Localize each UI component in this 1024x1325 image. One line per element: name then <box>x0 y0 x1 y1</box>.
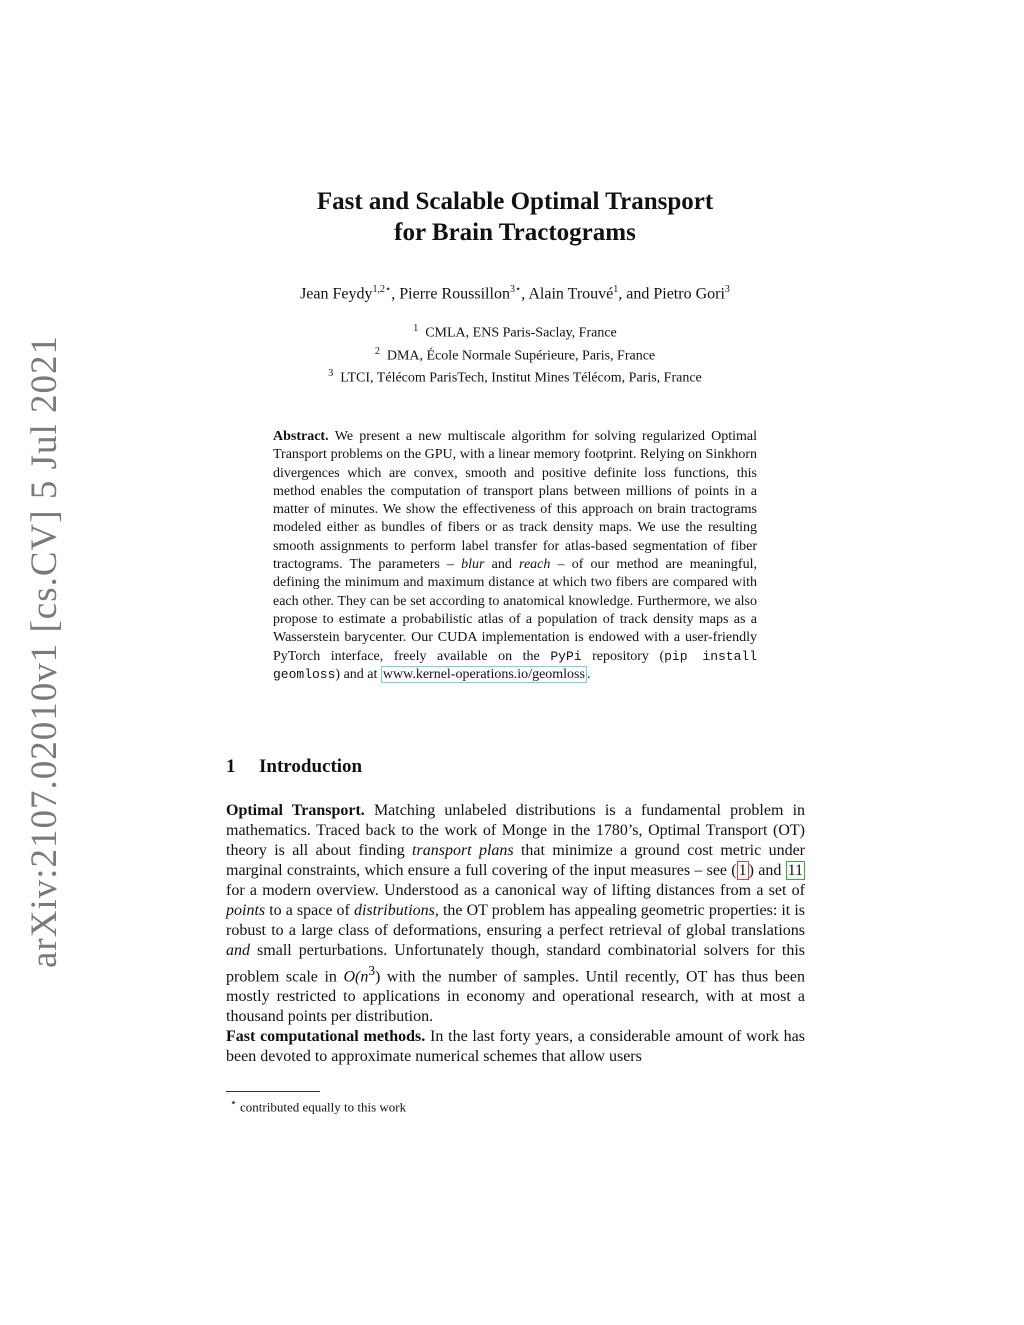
affiliation <box>220 343 810 366</box>
paragraph-text: to a space of <box>265 902 354 919</box>
affiliation <box>220 320 810 343</box>
math-expression: O(n <box>343 968 369 986</box>
author-name: Alain Trouvé <box>528 285 614 303</box>
footnote-text: contributed equally to this work <box>236 1099 407 1115</box>
arxiv-identifier: arXiv:2107.02010v1 [cs.CV] 5 Jul 2021 <box>24 334 66 968</box>
paragraph-text: that minimize a ground cost metric under marginal constraints, which ensure a full covering of the input measures – see ( <box>226 842 805 879</box>
section-number: 1 <box>226 756 236 777</box>
abstract-label: Abstract. <box>273 429 329 444</box>
author-affil-mark: 1,2⋆ <box>372 284 392 295</box>
arxiv-sidebar <box>20 334 70 968</box>
abstract-text: ) and at <box>335 666 381 682</box>
author-separator: , and <box>618 285 654 303</box>
footnote-rule <box>226 1091 320 1092</box>
title-line-2: for Brain Tractograms <box>394 219 636 246</box>
paragraph-text: with the number of samples. Until recently, OT has thus been mostly restricted to applications in economy and operational research, with at most a thousand points per distribution. <box>226 968 806 1026</box>
affiliation-number: 1 <box>413 323 419 334</box>
paper-title <box>220 186 810 248</box>
paragraph-text: Matching unlabeled distributions is a fundamental problem in mathematics. Traced back to the work of Monge in the 1780’s, Optimal Transport (OT) theory is all about finding <box>226 802 806 859</box>
paragraph-text: ) and <box>748 862 786 879</box>
section-heading <box>226 756 362 778</box>
emphasis: transport plans <box>412 842 514 859</box>
abstract <box>273 428 757 684</box>
emphasis: and <box>226 942 250 959</box>
body-text <box>226 801 805 1067</box>
paragraph-text: , the OT problem has appealing geometric properties: it is robust to a large class of deformations, ensuring a perfect retrieval of global translations <box>226 902 805 939</box>
author-list <box>220 284 810 303</box>
paragraph-text: small perturbations. Unfortunately though, standard combinatorial solvers for this problem scale in <box>226 942 805 986</box>
affiliation-number: 2 <box>374 345 380 357</box>
geomloss-link[interactable]: www.kernel-operations.io/geomloss <box>382 666 585 682</box>
affiliation-list <box>220 320 810 388</box>
paragraph-heading: Optimal Transport. <box>226 802 365 819</box>
author-name: Pietro Gori <box>653 285 725 303</box>
math-superscript: 3 <box>368 963 376 978</box>
abstract-term: reach <box>519 557 551 573</box>
affiliation <box>220 365 810 388</box>
abstract-text: – of our method are meaningful, defining the minimum and maximum distance at which two fibers are compared with each other. They can be set according to anatomical knowledge. Furthermore, we also propose to estimate a probabilistic atlas of a population of track density maps as a Wasserstein barycenter. Our CUDA implementation is endowed with a user-friendly PyTorch interface, freely available on the <box>273 557 757 664</box>
math-expression: ) <box>375 968 381 986</box>
author-affil-mark: 3⋆ <box>509 284 522 295</box>
abstract-text: . <box>586 666 591 682</box>
paragraph-text: for a modern overview. Understood as a canonical way of lifting distances from a set of <box>226 882 805 899</box>
emphasis: points <box>226 902 266 919</box>
abstract-text: and <box>484 557 520 573</box>
title-line-1: Fast and Scalable Optimal Transport <box>316 188 714 215</box>
author-separator: , <box>391 285 400 303</box>
author-name: Pierre Roussillon <box>399 285 510 303</box>
footnote <box>230 1096 406 1115</box>
author-name: Jean Feydy <box>300 285 373 303</box>
emphasis: distributions <box>353 902 435 919</box>
affiliation-text: CMLA, ENS Paris-Saclay, France <box>425 325 617 341</box>
paragraph-heading: Fast computational methods. <box>226 1028 426 1046</box>
pypi-code: PyPi <box>550 648 582 664</box>
abstract-text: repository ( <box>581 648 665 664</box>
author-affil-mark: 1 <box>613 284 619 295</box>
author-affil-mark: 3 <box>724 284 730 295</box>
citation-link[interactable]: 11 <box>787 862 804 879</box>
paragraph-optimal-transport <box>226 801 805 1027</box>
affiliation-number: 3 <box>328 368 334 380</box>
author-separator: , <box>521 285 529 303</box>
footnote-mark: ⋆ <box>230 1097 237 1109</box>
affiliation-text: LTCI, Télécom ParisTech, Institut Mines Télécom, Paris, France <box>340 370 702 386</box>
abstract-text: We present a new multiscale algorithm for solving regularized Optimal Transport problems on the GPU, with a linear memory footprint. Relying on Sinkhorn divergences which are convex, smooth and positive definite loss functions, this method enables the computation of transport plans between millions of points in a matter of minutes. We show the effectiveness of this approach on brain tractograms modeled either as bundles of fibers or as track density maps. We use the resulting smooth assignments to perform label transfer for atlas-based segmentation of fiber tractograms. The parameters – <box>273 429 758 573</box>
paragraph-text: In the last forty years, a considerable amount of work has been devoted to approximate numerical schemes that allow users <box>226 1028 806 1066</box>
paragraph-fast-methods <box>226 1027 805 1067</box>
pip-install-code: pip install geomloss <box>273 648 757 682</box>
affiliation-text: DMA, École Normale Supérieure, Paris, France <box>386 348 656 364</box>
abstract-term: blur <box>461 557 485 573</box>
section-title: Introduction <box>259 756 363 777</box>
citation-link[interactable]: 1 <box>738 862 747 879</box>
